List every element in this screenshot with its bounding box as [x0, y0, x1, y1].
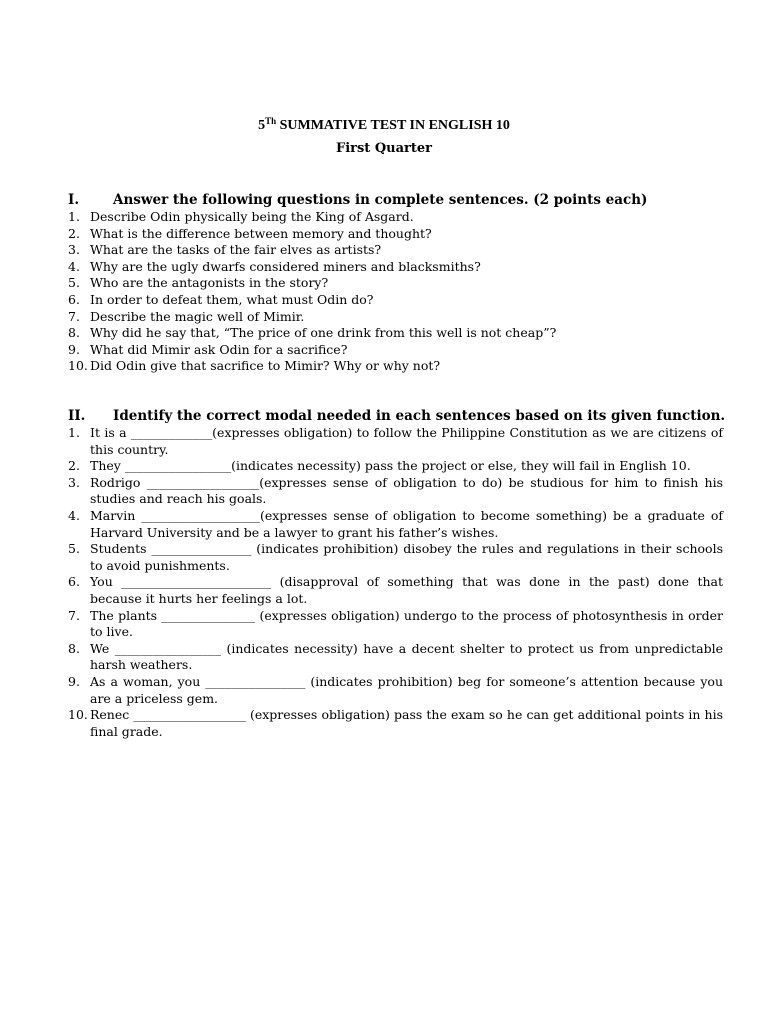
question-text: Who are the antagonists in the story?	[90, 275, 329, 291]
question-item	[68, 475, 723, 508]
page-subtitle: First Quarter	[335, 141, 433, 156]
question-text: Rodrigo __________________(expresses sense of obligation to do) be studious for him to finish his studies and reach his goals.	[90, 474, 723, 507]
section-1-questions	[68, 209, 723, 375]
title-prefix: 5	[258, 118, 266, 133]
question-number: 8.	[68, 325, 80, 341]
question-text: Why did he say that, “The price of one drink from this well is not cheap”?	[90, 325, 557, 341]
question-number: 2.	[68, 458, 80, 474]
section-2-questions	[68, 425, 723, 740]
question-number: 10.	[68, 358, 88, 374]
question-number: 5.	[68, 275, 80, 291]
question-item	[68, 425, 723, 458]
question-item	[68, 608, 723, 641]
question-item	[68, 309, 723, 326]
question-text: What are the tasks of the fair elves as artists?	[90, 242, 382, 258]
question-number: 1.	[68, 425, 80, 440]
question-number: 9.	[68, 673, 80, 689]
question-number: 6.	[68, 291, 80, 307]
question-text: Marvin ___________________(expresses sense of obligation to become something) be a graduate of Harvard University and be a lawyer to grant his father’s wishes.	[90, 507, 723, 540]
question-text: We _________________ (indicates necessity) have a decent shelter to protect us from unpredictable harsh weathers.	[90, 640, 723, 673]
question-text: Why are the ugly dwarfs considered miners and blacksmiths?	[90, 258, 481, 274]
question-number: 2.	[68, 225, 80, 241]
question-text: They _________________(indicates necessity) pass the project or else, they will fail in English 10.	[90, 458, 691, 474]
question-text: Describe Odin physically being the King of Asgard.	[90, 209, 414, 224]
section-2-instruction: Identify the correct modal needed in each sentences based on its given function.	[113, 408, 726, 424]
section-1	[68, 191, 723, 375]
question-text: It is a _____________(expresses obligation) to follow the Philippine Constitution as we are citizens of this country.	[90, 425, 723, 457]
question-text: What did Mimir ask Odin for a sacrifice?	[90, 341, 348, 357]
question-item	[68, 342, 723, 359]
section-1-heading	[68, 191, 723, 209]
section-2	[68, 407, 726, 740]
question-text: Describe the magic well of Mimir.	[90, 308, 305, 324]
question-number: 4.	[68, 507, 80, 523]
question-number: 3.	[68, 242, 80, 258]
question-number: 5.	[68, 541, 80, 557]
question-number: 7.	[68, 607, 80, 623]
question-number: 6.	[68, 574, 80, 590]
question-text: Renec __________________ (expresses obligation) pass the exam so he can get additional points in his final grade.	[90, 707, 723, 739]
question-number: 4.	[68, 258, 80, 274]
question-item	[68, 209, 723, 226]
question-item	[68, 707, 723, 740]
question-text: You ________________________ (disapproval of something that was done in the past) done that because it hurts her feelings a lot.	[90, 574, 723, 606]
question-text: In order to defeat them, what must Odin do?	[90, 291, 374, 307]
question-item	[68, 325, 723, 342]
question-number: 1.	[68, 209, 80, 224]
question-item	[68, 292, 723, 309]
question-number: 9.	[68, 341, 80, 357]
section-1-numeral: I.	[68, 192, 80, 208]
question-item	[68, 541, 723, 574]
question-item	[68, 275, 723, 292]
question-text: The plants _______________ (expresses obligation) undergo to the process of photosynthesis in order to live.	[90, 607, 723, 640]
question-number: 7.	[68, 308, 80, 324]
question-number: 8.	[68, 640, 80, 656]
question-text: Students ________________ (indicates prohibition) disobey the rules and regulations in their schools to avoid punishments.	[90, 541, 723, 573]
question-number: 3.	[68, 474, 80, 490]
question-item	[68, 242, 723, 259]
question-item	[68, 574, 723, 607]
question-text: What is the difference between memory and thought?	[90, 225, 432, 241]
question-text: Did Odin give that sacrifice to Mimir? Why or why not?	[90, 358, 441, 374]
question-item	[68, 226, 723, 243]
question-item	[68, 641, 723, 674]
question-number: 10.	[68, 707, 88, 723]
title-rest: SUMMATIVE TEST IN ENGLISH 10	[276, 118, 510, 133]
section-2-numeral: II.	[68, 408, 86, 424]
question-item	[68, 358, 723, 375]
page-title	[0, 116, 768, 134]
section-1-instruction: Answer the following questions in complete sentences. (2 points each)	[113, 192, 648, 208]
question-item	[68, 674, 723, 707]
question-text: As a woman, you ________________ (indicates prohibition) beg for someone’s attention because you are a priceless gem.	[90, 673, 723, 706]
question-item	[68, 458, 723, 475]
question-item	[68, 508, 723, 541]
title-superscript: Th	[265, 116, 277, 126]
section-2-heading	[68, 407, 726, 425]
question-item	[68, 259, 723, 276]
